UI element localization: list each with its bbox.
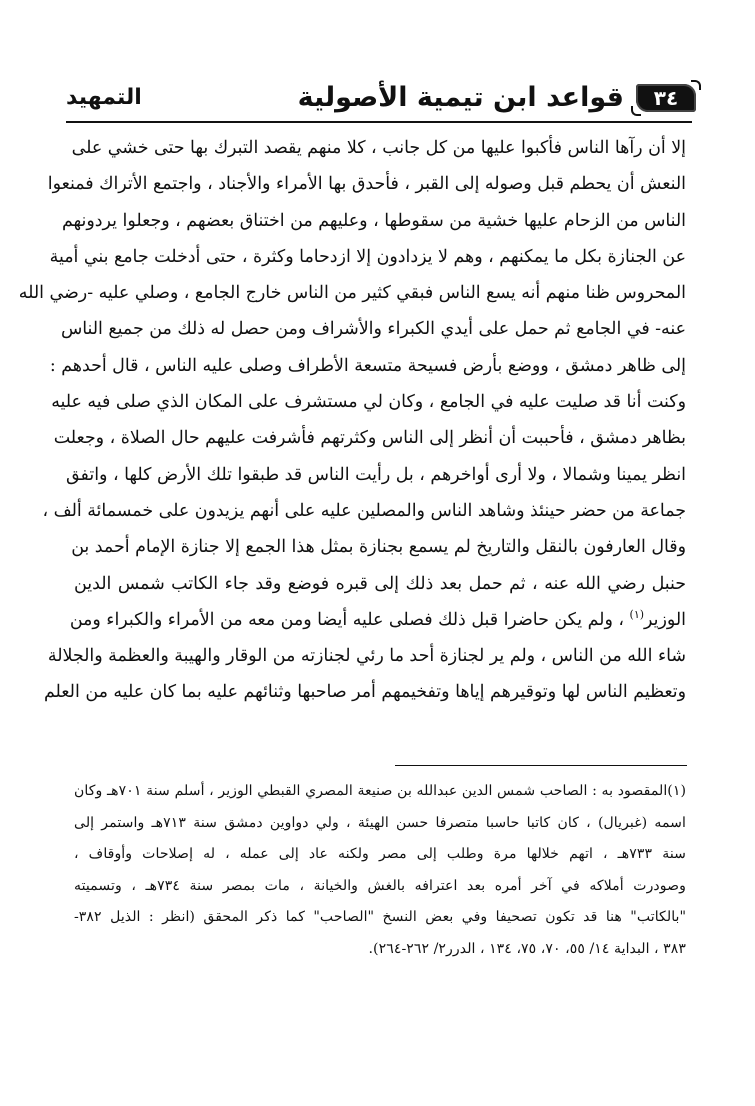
section-title: التمهيد [66, 85, 142, 110]
page-number-badge [636, 84, 696, 112]
footnote-line: اسمه (غبريال) ، كان كاتبا حاسبا متصرفا حسن الهيئة ، ولي دواوين دمشق سنة ٧١٣هـ واستمر إلى [74, 814, 687, 831]
text-line: إلا أن رآها الناس فأكبوا عليها من كل جانب ، كلا منهم يقصد التبرك بها حتى خشي على [71, 138, 686, 158]
text-line: إلى ظاهر دمشق ، ووضع بأرض فسيحة متسعة الأطراف وصلى عليه الناس ، قال أحدهم : [49, 355, 686, 376]
running-header [62, 76, 696, 120]
book-title: قواعد ابن تيمية الأصولية [297, 82, 624, 113]
header-rule [66, 121, 692, 123]
text-line: حنبل رضي الله عنه ، ثم حمل بعد ذلك إلى قبره فوضع وقد جاء الكاتب شمس الدين [74, 573, 686, 594]
text-line: انظر يمينا وشمالا ، ولا أرى أواخرهم ، بل رأيت الناس قد طبقوا تلك الأرض كلها ، واتفق [66, 464, 686, 485]
footnote-line: (١)المقصود به : الصاحب شمس الدين عبدالله بن صنيعة المصري القبطي الوزير ، أسلم سنة ٧٠١هـ وكان [74, 783, 687, 799]
text-line: وقال العارفون بالنقل والتاريخ لم يسمع بجنازة بمثل هذا الجمع إلا جنازة الإمام أحمد بن [71, 537, 686, 558]
text-line: الناس من الزحام عليها خشية من سقوطها ، وعليهم من اختناق بعضهم ، وجعلوا يردونهم [61, 210, 686, 231]
text-line: عن الجنازة بكل ما يمكنهم ، وهم لا يزدادون إلا ازدحاما وكثرة ، حتى أدخلت جامع بني أمية [49, 246, 686, 267]
footnote-line: سنة ٧٣٣هـ ، اتهم خلالها مرة وطلب إلى مصر ولكنه عاد إلى عمله ، له إصلاحات وأوقاف ، [74, 846, 686, 862]
footnotes [74, 776, 686, 965]
footnote-line: ٣٨٣ ، البداية ١٤/ ٥٥، ٧٠، ٧٥، ١٣٤ ، الدرر٢/ ٢٦٢-٢٦٤). [368, 940, 686, 957]
footnote-line: "بالكاتب" هنا قد تكون تصحيفا وفي بعض النسخ "الصاحب" كما ذكر المحقق (انظر : الذيل ٣٨٢- [74, 909, 686, 925]
footnote-separator [395, 765, 687, 766]
page-number: ٣٤ [653, 86, 679, 110]
text-line: جماعة من حضر حينئذ وشاهد الناس والمصلين عليه على أنهم يزيدون على خمسمائة ألف ، [42, 500, 686, 521]
text-line-with-footnote [69, 602, 686, 638]
text-line: بظاهر دمشق ، فأحببت أن أنظر إلى الناس وكثرتهم فأشرفت عليهم حال الصلاة ، وجعلت [53, 428, 686, 449]
text-segment: ، ولم يكن حاضرا قبل ذلك فصلى عليه أيضا ومن معه من الأمراء والكبراء ومن [69, 609, 624, 630]
text-line: المحروس ظنا منهم أنه يسع الناس فبقي كثير من الناس خارج الجامع ، وصلي عليه -رضي الله [18, 283, 686, 304]
main-text [18, 130, 686, 711]
text-line: وتعظيم الناس لها وتوقيرهم إياها وتفخيمهم أمر صاحبها وثنائهم عليه بما كان عليه من العلم [43, 682, 686, 703]
text-line: النعش أن يحطم قبل وصوله إلى القبر ، فأحدق بها الأمراء والأجناد ، واجتمع الأتراك فمنعوا [47, 174, 686, 195]
footnote-line: وصودرت أملاكه في آخر أمره بعد اعترافه بالغش والخيانة ، مات بمصر سنة ٧٣٤هـ ، وتسميته [74, 877, 686, 894]
footnote-reference[interactable]: (١) [629, 608, 645, 622]
text-segment: الوزير [644, 609, 686, 630]
text-line: وكنت أنا قد صليت عليه في الجامع ، وكان لي مستشرف على المكان الذي صلى فيه عليه [51, 392, 686, 413]
text-line: عنه- في الجامع ثم حمل على أيدي الكبراء والأشراف ومن حصل له ذلك من جميع الناس [60, 319, 686, 340]
text-line: شاء الله من الناس ، ولم ير لجنازة أحد ما رئي لجنازته من الوقار والهيبة والعظمة والجلالة [47, 646, 686, 667]
